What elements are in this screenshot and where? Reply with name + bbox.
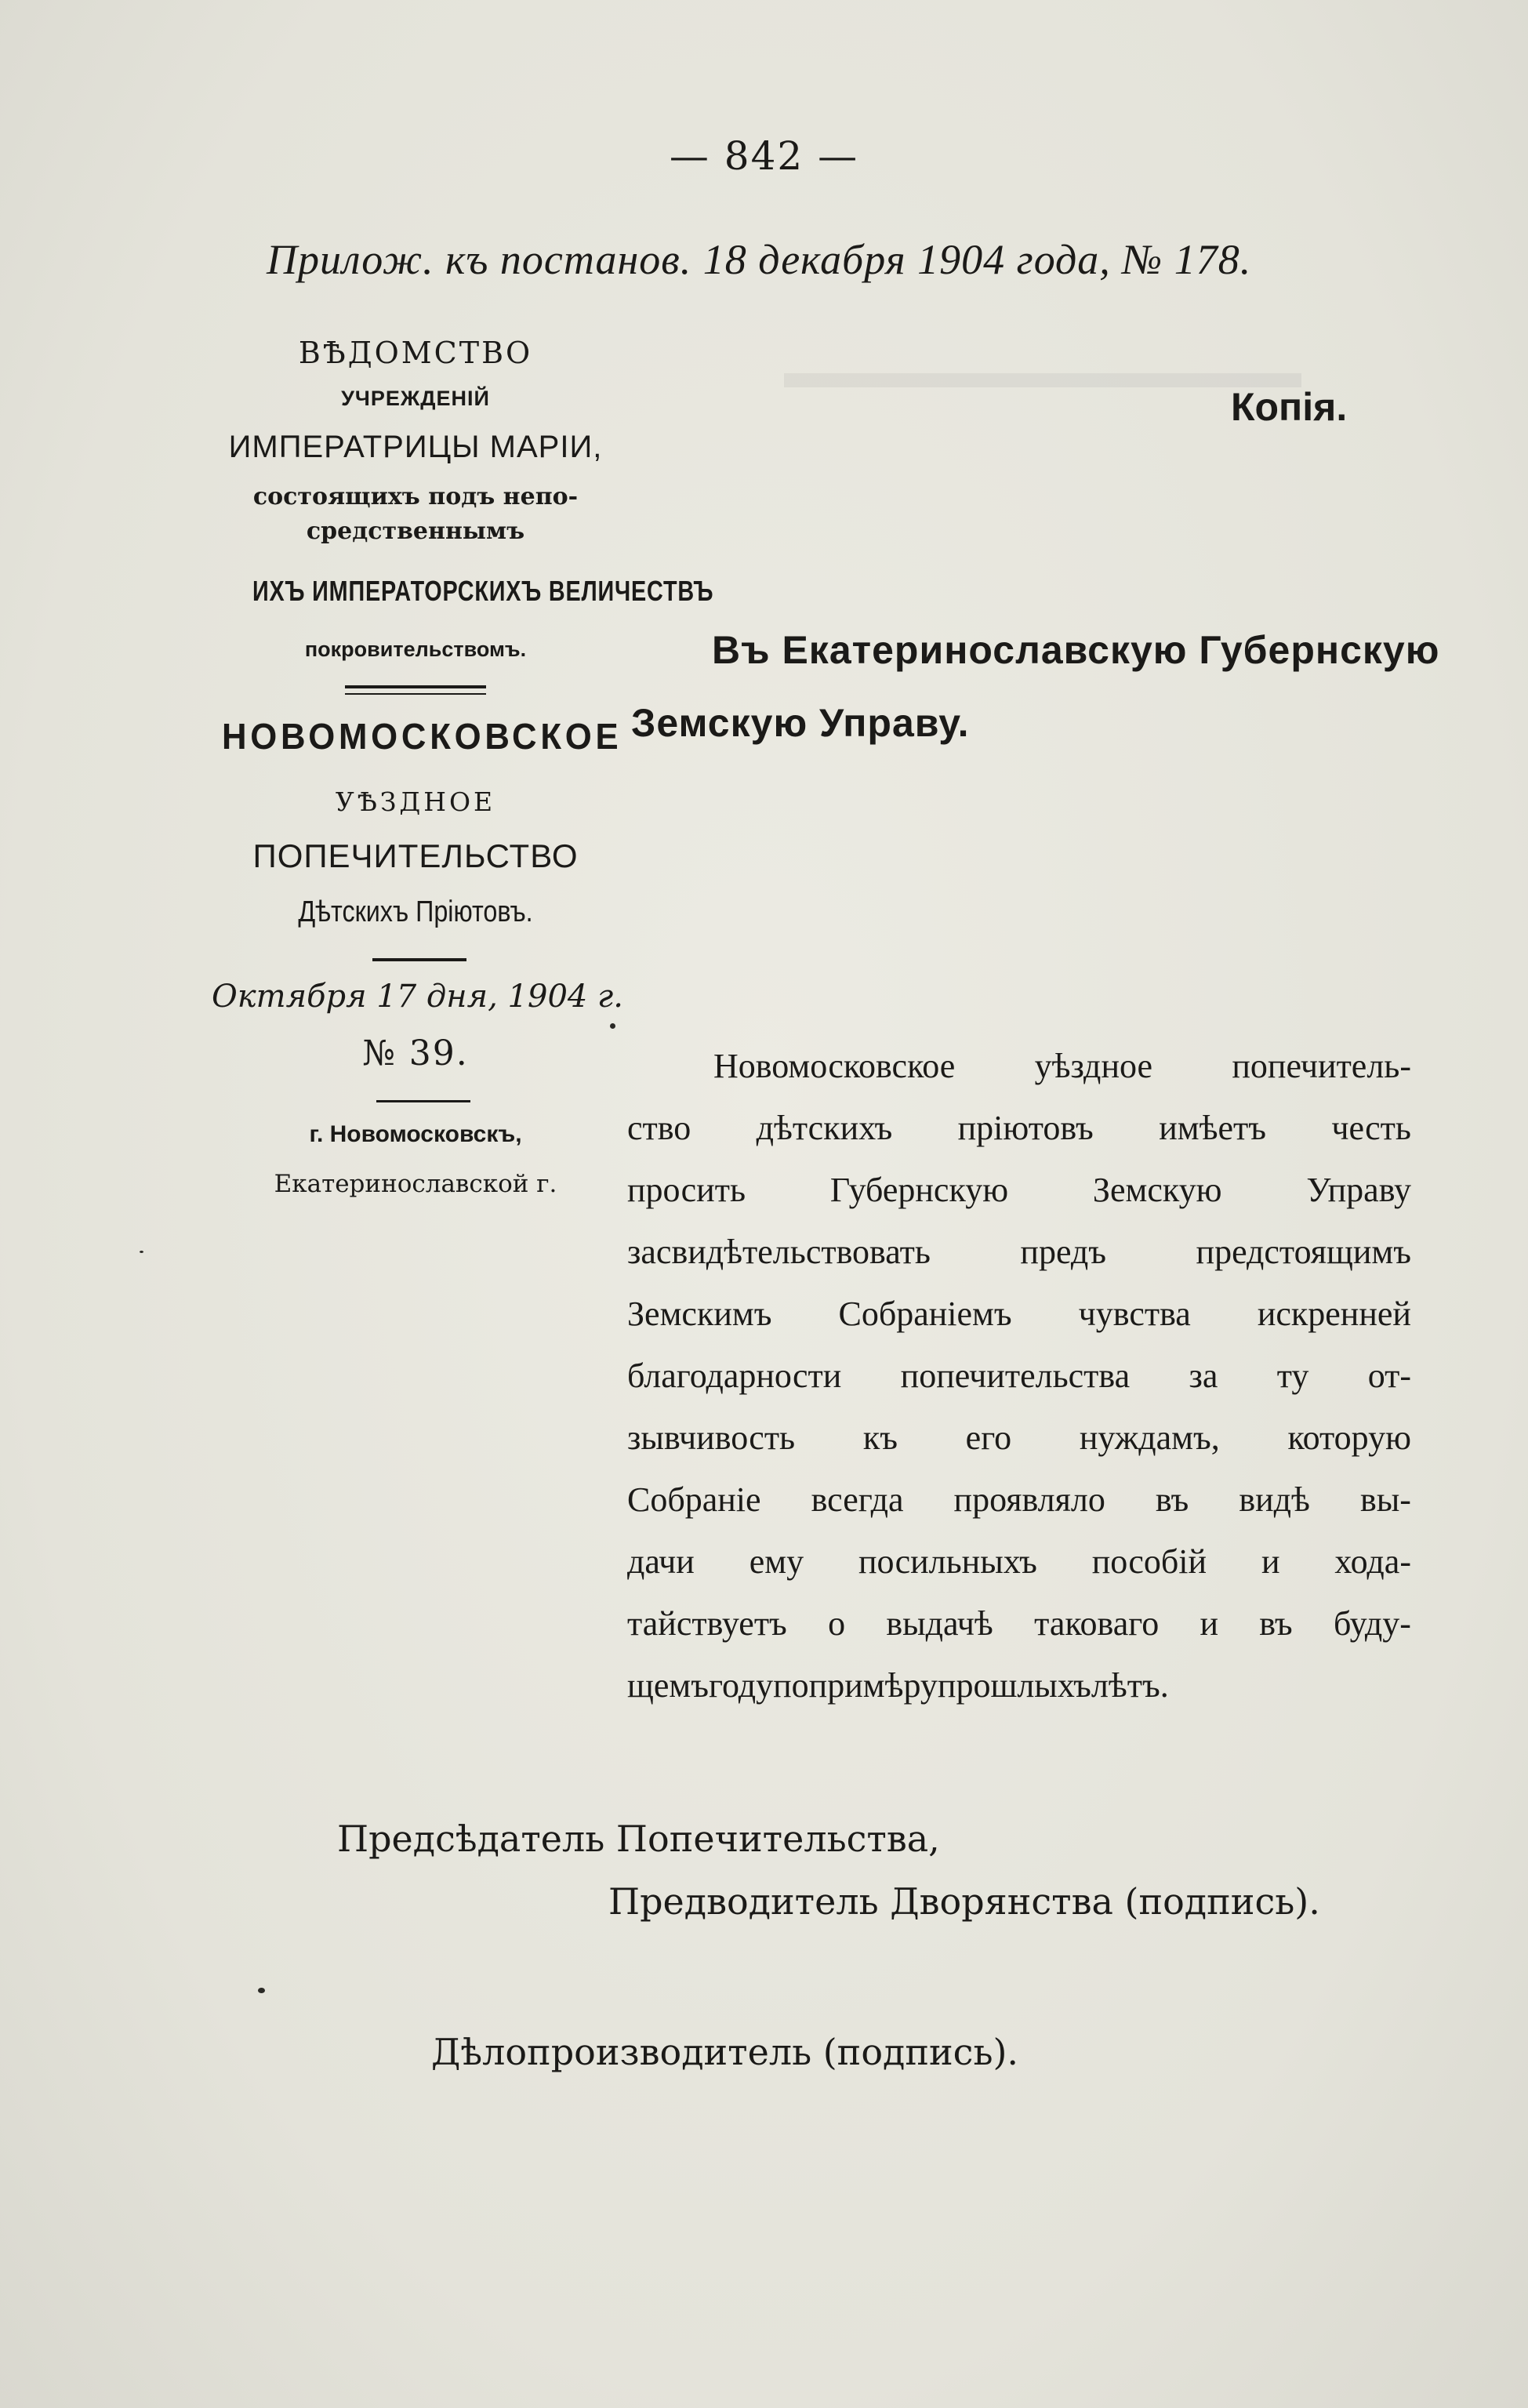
body-word: ство	[627, 1109, 691, 1147]
letterhead-rule	[345, 685, 486, 688]
letterhead-direct: средственнымъ	[306, 518, 525, 545]
body-word: всегда	[811, 1480, 904, 1519]
letterhead-guardianship: ПОПЕЧИТЕЛЬСТВО	[252, 837, 579, 874]
bleed-through-artifact: ▬▬▬▬▬▬▬▬▬▬▬	[784, 346, 1301, 398]
body-word: проявляло	[953, 1480, 1105, 1519]
body-word: дѣтскихъ	[756, 1109, 893, 1147]
body-word: году	[709, 1666, 774, 1705]
body-word: ту	[1276, 1357, 1309, 1395]
body-line	[627, 1407, 1411, 1469]
addressee-line: Земскую Управу.	[631, 701, 970, 745]
letterhead-uyezd: УѢЗДНОЕ	[335, 786, 496, 817]
body-word: которую	[1287, 1418, 1411, 1457]
letterhead-empress: ИМПЕРАТРИЦЫ МАРІИ,	[228, 430, 603, 464]
ink-speck	[258, 1988, 265, 1993]
body-word: нуждамъ,	[1079, 1418, 1220, 1457]
body-word: пріютовъ	[957, 1109, 1094, 1147]
body-word: имѣетъ	[1159, 1109, 1266, 1147]
letter-body	[627, 1035, 1411, 1716]
body-word: тайствуетъ	[627, 1604, 787, 1643]
letterhead-institutions: УЧРЕЖДЕНІЙ	[341, 387, 490, 410]
body-word: пособій	[1091, 1542, 1207, 1581]
body-word: вы-	[1359, 1480, 1411, 1519]
body-word: за	[1189, 1357, 1218, 1395]
body-word: прошлыхъ	[937, 1666, 1091, 1705]
body-line	[627, 1654, 1411, 1716]
body-word: о	[828, 1604, 846, 1643]
signature-clerk: Дѣлопроизводитель (подпись).	[431, 2031, 1019, 2073]
addressee-line: Въ Екатеринославскую Губернскую	[712, 628, 1440, 672]
body-line	[627, 1159, 1411, 1221]
body-word: попечительства	[900, 1357, 1131, 1395]
body-line	[627, 1283, 1411, 1345]
body-word: Новомосковское	[713, 1047, 956, 1085]
body-line	[627, 1469, 1411, 1531]
letter-province: Екатеринославской г.	[274, 1170, 557, 1198]
letter-city: г. Новомосковскъ,	[309, 1121, 522, 1147]
body-word: ему	[749, 1542, 804, 1581]
body-word: попечитель-	[1232, 1047, 1411, 1085]
body-line	[627, 1531, 1411, 1593]
body-word: дачи	[627, 1542, 695, 1581]
body-word: искренней	[1257, 1295, 1411, 1333]
body-word: къ	[862, 1418, 898, 1457]
body-word: лѣтъ.	[1091, 1666, 1169, 1705]
letter-date: Октября 17 дня, 1904 г.	[212, 979, 623, 1015]
body-word: Земскую	[1092, 1171, 1222, 1209]
body-word: просить	[627, 1171, 746, 1209]
body-word: предстоящимъ	[1196, 1233, 1411, 1271]
letterhead-rule	[372, 958, 466, 961]
letter-number: № 39.	[362, 1033, 469, 1073]
ink-speck	[140, 1251, 143, 1253]
letterhead-department: ВѢДОМСТВО	[298, 336, 533, 370]
letterhead-orphanages: Дѣтскихъ Пріютовъ.	[298, 895, 533, 928]
body-line	[627, 1097, 1411, 1159]
body-line	[627, 1345, 1411, 1407]
body-word: Земскимъ	[627, 1295, 772, 1333]
body-word: Губернскую	[829, 1171, 1009, 1209]
body-word: Собраніемъ	[838, 1295, 1012, 1333]
ink-speck	[610, 1023, 615, 1029]
body-word: честь	[1331, 1109, 1411, 1147]
body-word: предъ	[1020, 1233, 1107, 1271]
body-word: зывчивость	[627, 1418, 796, 1457]
body-word: чувства	[1078, 1295, 1191, 1333]
body-word: въ	[1259, 1604, 1293, 1643]
signature-marshal: Предводитель Дворянства (подпись).	[608, 1880, 1320, 1923]
letterhead-patronage: покровительствомъ.	[304, 637, 527, 661]
body-word: по	[773, 1666, 809, 1705]
body-word: въ	[1155, 1480, 1189, 1519]
body-word: Управу	[1306, 1171, 1411, 1209]
appendix-reference: Прилож. къ постанов. 18 декабря 1904 года, № 178.	[267, 236, 1252, 283]
body-word: видѣ	[1239, 1480, 1310, 1519]
letterhead-district: НОВОМОСКОВСКОЕ	[222, 716, 622, 757]
body-word: благодарности	[627, 1357, 842, 1395]
copy-mark: Копія.	[1231, 385, 1348, 429]
body-word: примѣру	[808, 1666, 938, 1705]
body-line	[627, 1035, 1411, 1097]
body-word: таковаго	[1034, 1604, 1160, 1643]
letterhead-majesties: ИХЪ ИМПЕРАТОРСКИХЪ ВЕЛИЧЕСТВЪ	[252, 575, 714, 607]
signature-chairman: Предсѣдатель Попечительства,	[337, 1818, 940, 1860]
body-line	[627, 1593, 1411, 1654]
body-word: хода-	[1334, 1542, 1411, 1581]
body-word: выдачѣ	[886, 1604, 993, 1643]
letterhead-under: состоящихъ подъ непо-	[252, 483, 579, 510]
body-word: от-	[1367, 1357, 1411, 1395]
body-word: буду-	[1333, 1604, 1411, 1643]
page-number: — 842 —	[669, 133, 859, 179]
body-word: Собраніе	[627, 1480, 761, 1519]
body-word: уѣздное	[1034, 1047, 1153, 1085]
letterhead-rule	[376, 1100, 470, 1102]
letterhead-rule	[345, 693, 486, 695]
body-word: его	[965, 1418, 1012, 1457]
body-word: посильныхъ	[858, 1542, 1037, 1581]
body-word: засвидѣтельствовать	[627, 1233, 931, 1271]
body-word: и	[1200, 1604, 1218, 1643]
body-word: и	[1261, 1542, 1280, 1581]
body-word: щемъ	[627, 1666, 710, 1705]
body-line	[627, 1221, 1411, 1283]
